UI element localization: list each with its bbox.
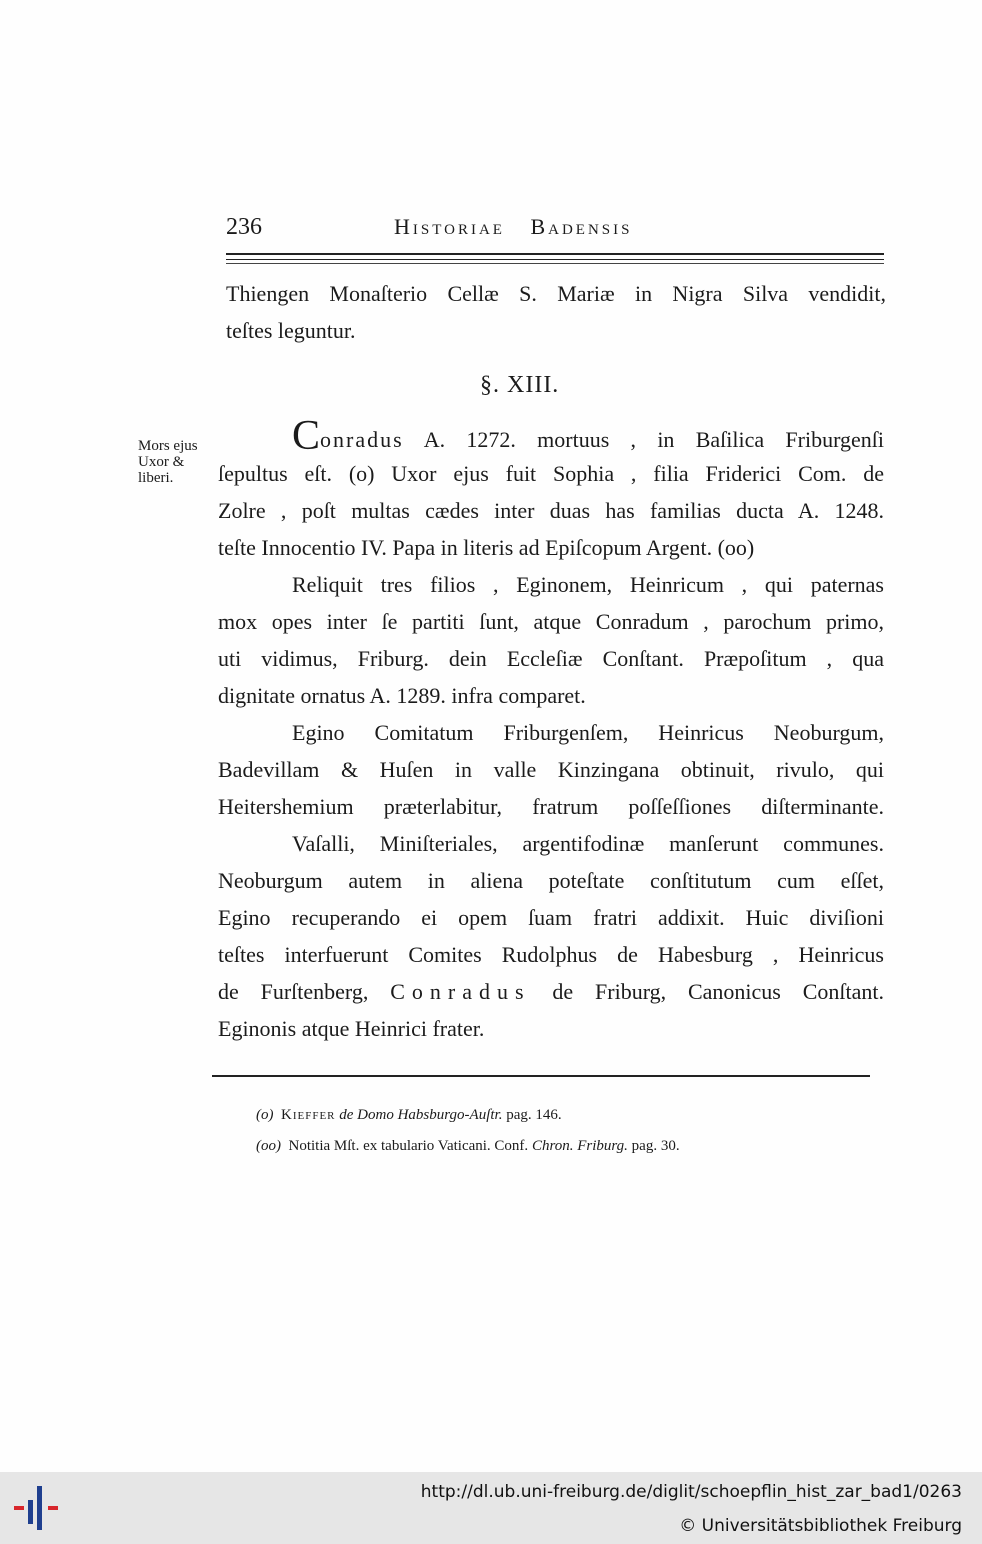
footnote-title: Chron. Friburg. xyxy=(531,1138,628,1154)
ub-freiburg-logo-icon xyxy=(14,1486,62,1532)
text-line: Thiengen Monaſterio Cellæ S. Mariæ in Nigra Silva vendidit, xyxy=(226,281,886,306)
running-title xyxy=(394,214,632,240)
header-double-rule xyxy=(226,253,884,260)
line-text: A. 1272. mortuus , in Baſilica Friburgenſi xyxy=(403,427,884,452)
footnote-ref: pag. 30. xyxy=(631,1138,680,1154)
text-line: Reliquit tres filios , Eginonem, Heinricum , qui paternas xyxy=(292,572,884,597)
footnote-mark: (oo) xyxy=(256,1138,281,1154)
text-line: Neoburgum autem in aliena poteſtate conſtitutum cum eſſet, xyxy=(218,868,884,893)
footnote-mark: (o) xyxy=(256,1107,274,1123)
paragraph-conradus xyxy=(218,413,884,1047)
footnote xyxy=(256,1100,680,1131)
footer-bar xyxy=(0,1472,982,1544)
footnote xyxy=(256,1131,680,1162)
text-line: teſte Innocentio IV. Papa in literis ad Epiſcopum Argent. (oo) xyxy=(218,535,755,560)
text-line xyxy=(218,973,884,1010)
margin-note xyxy=(138,438,198,486)
footnote-title: de Domo Habsburgo-Auſtr. xyxy=(339,1107,503,1123)
text-line: Vaſalli, Miniſteriales, argentifodinæ manſerunt communes. xyxy=(292,831,884,856)
text-line: Badevillam & Huſen in valle Kinzingana obtinuit, rivulo, qui xyxy=(218,757,884,782)
person-name: onradus xyxy=(320,427,404,452)
text-line: Egino Comitatum Friburgenſem, Heinricus Neoburgum, xyxy=(292,720,884,745)
running-title-word-2: Badensis xyxy=(530,214,633,239)
page-number: 236 xyxy=(226,214,262,240)
text-line: ſepultus eſt. (o) Uxor ejus fuit Sophia , filia Friderici Com. de xyxy=(218,461,884,486)
footnote-text: Notitia Mſt. ex tabulario Vaticani. Conf. xyxy=(288,1138,529,1154)
header-rule xyxy=(226,263,884,264)
running-title-word-1: Historiae xyxy=(394,214,505,239)
source-url-link[interactable]: http://dl.ub.uni-freiburg.de/diglit/schoepflin_hist_zar_bad1/0263 xyxy=(420,1482,962,1502)
text-line: mox opes inter ſe partiti ſunt, atque Conradum , parochum primo, xyxy=(218,609,884,634)
text-line: teſtes interfuerunt Comites Rudolphus de Habesburg , Heinricus xyxy=(218,942,884,967)
copyright-notice: © Universitätsbibliothek Freiburg xyxy=(679,1516,962,1536)
footnote-author: Kieffer xyxy=(281,1107,336,1123)
footnote-ref: pag. 146. xyxy=(506,1107,562,1123)
intro-paragraph xyxy=(226,275,886,349)
text-line: dignitate ornatus A. 1289. infra comparet. xyxy=(218,683,586,708)
margin-note-line: Uxor & xyxy=(138,454,185,470)
text-line: Eginonis atque Heinrici frater. xyxy=(218,1016,485,1041)
text-line: Egino recuperando ei opem ſuam fratri addixit. Huic diviſioni xyxy=(218,905,884,930)
footnotes xyxy=(256,1100,680,1162)
margin-note-line: liberi. xyxy=(138,470,174,486)
footnote-rule xyxy=(212,1075,870,1077)
text-line: Heitershemium præterlabitur, fratrum poſſeſſiones diſterminante. xyxy=(218,794,884,819)
margin-note-line: Mors ejus xyxy=(138,438,198,454)
line-text: de Friburg, Canonicus Conſtant. xyxy=(530,979,884,1004)
text-line: Zolre , poſt multas cædes inter duas has familias ducta A. 1248. xyxy=(218,498,884,523)
running-head xyxy=(226,210,886,250)
drop-cap: C xyxy=(292,413,321,459)
line-text: de Furſtenberg, xyxy=(218,979,391,1004)
text-line: teſtes leguntur. xyxy=(226,318,356,343)
section-heading: §. XIII. xyxy=(480,372,560,398)
text-line xyxy=(218,413,884,459)
person-name: Conradus xyxy=(390,979,531,1004)
text-line: uti vidimus, Friburg. dein Eccleſiæ Conſtant. Præpoſitum , qua xyxy=(218,646,884,671)
